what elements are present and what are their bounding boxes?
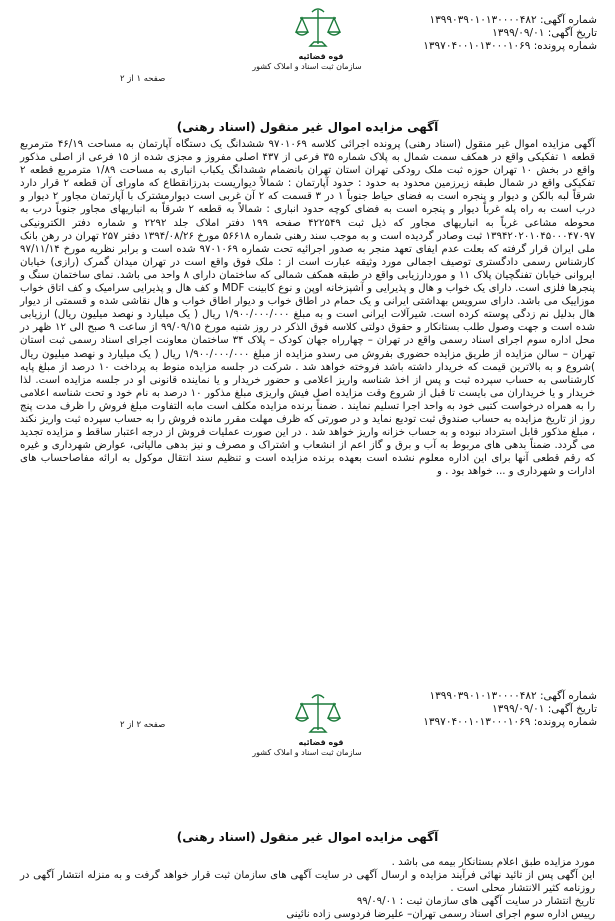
notice-line: تاریخ انتشار در سایت آگهی های سازمان ثبت : ۹۹/۰۹/۰۱ [356, 896, 595, 908]
notice-body-paragraph: آگهی مزایده اموال غیر منقول (اسناد رهنی) پرونده اجرائی کلاسه ۹۷۰۱۰۶۹ ششدانگ یک دستگاه آپارتمان به مساحت ۴۶/۱۹ مترمربع قطعه ۱ تفکیکی واقع در همکف سمت شمال به پلاک شماره ۳۵ فرعی از ۴۳۷ اصلی مفروز و مجزی شده از ۱۵ فرعی از اصلی مذکور واقع در بخش ۱۰ تهران حوزه ثبت ملک رودکی تهران استان تهران بانضمام ششدانگ یکباب انباری به مساحت ۱/۸۹ مترمربع قطعه ۲ تفکیکی واقع در شمال طبقه زیرزمین محدود به حدود : حدود آپارتمان : شمالاً دیواریست بدرزانقطاع که ماورای آن قطعه ۲ قرار دارد شرقاً لبه بالکن و دیوار و پنجره است به فضای حیاط جنوباً ۱ در ۳ قسمت که ۲ آن غربی است دیوارمشترک با آپارتمان مجاور ۲ دیوار و درب است به راه پله غرباً دیوار و پنجره است به فضای کوچه حدود انباری : شمالاً به قطعه ۲ شرقاً به انباریهای مجاور جنوباً درب به محوطه مشاعی غرباً به انباریهای مجاور که ذیل ثبت ۴۲۲۵۴۹ صفحه ۱۹۹ دفتر املاک جلد ۲۲۹۲ و شماره دفتر الکترونیکی ۱۳۹۴۲۰۲۰۱۰۴۵۰۰۰۴۷۰۹۷ ثبت وصادر گردیده است و به موجب سند رهنی شماره ۵۶۶۱۸ مورخ ۱۳۹۴/۰۸/۲۶ دفتر ۲۵۷ تهران در رهن بانک ملی ایران قرار گرفته که بعلت عدم ایفای تعهد منجر به صدور اجرائیه تحت شماره ۹۷۰۱۰۶۹ شده است و برابر نظریه مورخ ۹۷/۱۱/۱۴ کارشناس رسمی دادگستری توصیف اجمالی مورد وثیقه عبارت است از : ملک فوق واقع است در تهران میدان گمرک (رازی) خیابان ایروانی خیابان تفنگچیان پلاک ۱۱ و موردارزیابی واقع در طبقه همکف شمالی که ساختمان دارای ۸ واحد می باشد. نمای ساختمان سنگ و پنجرها فلزی است. دارای یک خواب و هال و پذیرایی و آشپزخانه اوپن و نوع کابینت MDF و کف هال و پذیرایی سرامیک و کف اتاق خواب موزاییک می باشد. دارای سرویس بهداشتی ایرانی و یک حمام در اطاق خواب و دیوار اطاق خواب و هال نقاشی شده و قسمتی از دیوار هال بدلیل نم زدگی پوسته کرده است. شیرآلات ایرانی است و به مبلغ ۱/۹۰۰/۰۰۰/۰۰۰ ریال ( یک میلیارد و نهصد میلیون ریال) ارزیابی شده است و جهت وصول طلب بستانکار و حقوق دولتی کلاسه فوق الذکر در روز شنبه مورخ ۹۹/۰۹/۱۵ از ساعت ۹ صبح الی ۱۲ ظهر در محل اداره سوم اجرای اسناد رسمی واقع در تهران – چهارراه جهان کودک – پلاک ۳۴ ساختمان معاونت اجرای اسناد رسمی ثبت استان تهران – سالن مزایده از طریق مزایده حضوری بفروش می رسدو مزایده از مبلغ ۱/۹۰۰/۰۰۰/۰۰۰ ریال ( یک میلیارد و نهصد میلیون ریال )شروع و به بالاترین قیمت که خریدار داشته باشد فروخته خواهد شد . شرکت در جلسه مزایده منوط به پرداخت ۱۰ درصد از مبلغ پایه کارشناسی به حساب سپرده ثبت و پس از اخذ شناسه واریز اعلامی و حضور خریدار و یا نماینده قانونی او در جلسه مزایده است. لذا خریدار و یا خریداران می بایست تا قبل از شروع وقت مزایده اصل فیش واریزی مبلغ مذکور ۱۰ درصد به نام خود و تحت شناسه اعلامی را به همراه درخواست کتبی خود به واحد اجرا تسلیم نمایند . ضمناً برنده مزایده مکلف است مابه التفاوت مبلغ فروش را ظرف مدت پنج روز از تاریخ مزایده به حساب صندوق ثبت تودیع نماید و در صورتی که ظرف مهلت مقرر مانده فروش را به حساب سپرده ثبت واریز نکند ، مبلغ مذکور قابل استرداد نبوده و به حساب خزانه واریز خواهد شد . در این صورت عملیات فروش از درجه اعتبار ساقط و مزایده تجدید می گردد. ضمناً بدهی های مربوط به آب و برق و گاز اعم از انشعاب و اشتراک و مصرف و نیز بدهی مالیاتی، عوارض شهرداری و غیره که رقم قطعی آنها برای این اداره معلوم نشده است بعهده برنده مزایده است و تنظیم سند انتقال موکول به ارائه مفاصاحساب های ادارات و شهرداری و ... خواهد بود . و [20, 139, 596, 478]
file-number: شماره پرونده: ۱۳۹۷۰۴۰۰۱۰۱۳۰۰۰۱۰۶۹ [423, 716, 597, 728]
notice-line: مورد مزایده طبق اعلام بستانکار بیمه می باشد . [391, 857, 595, 868]
notice-line: این آگهی پس از تائید نهائی فرآیند مزایده و ارسال آگهی در سایت آگهی های سازمان ثبت قرار خواهد گرفت و به منزله انتشار آگهی در روزنامه کثیر الانتشار محلی است . [20, 870, 595, 895]
notice-page-2 [0, 690, 615, 921]
notice-line: رییس اداره سوم اجرای اسناد رسمی تهران– علیرضا فردوسی زاده نائینی [286, 909, 595, 921]
file-number: شماره پرونده: ۱۳۹۷۰۴۰۰۱۰۱۳۰۰۰۱۰۶۹ [423, 40, 597, 52]
notice-number: شماره آگهی: ۱۳۹۹۰۳۹۰۱۰۱۳۰۰۰۰۴۸۲ [429, 14, 597, 26]
page-label: صفحه ۲ از ۲ [120, 720, 166, 730]
notice-number: شماره آگهی: ۱۳۹۹۰۳۹۰۱۰۱۳۰۰۰۰۴۸۲ [429, 690, 597, 702]
notice-body [20, 856, 595, 921]
notice-meta [423, 14, 597, 53]
notice-heading: آگهی مزایده اموال غیر منقول (اسناد رهنی) [176, 830, 439, 844]
notice-date: تاریخ آگهی: ۱۳۹۹/۰۹/۰۱ [492, 703, 597, 715]
notice-date: تاریخ آگهی: ۱۳۹۹/۰۹/۰۱ [492, 27, 597, 39]
org-title: قوه قضائیه [298, 52, 344, 61]
notice-body [20, 138, 595, 478]
page-label: صفحه ۱ از ۲ [120, 74, 166, 84]
org-subtitle: سازمان ثبت اسناد و املاک کشور [252, 748, 362, 757]
notice-meta [423, 690, 597, 729]
org-title: قوه قضائیه [298, 738, 344, 747]
notice-heading: آگهی مزایده اموال غیر منقول (اسناد رهنی) [176, 120, 439, 134]
org-subtitle: سازمان ثبت اسناد و املاک کشور [252, 62, 362, 71]
